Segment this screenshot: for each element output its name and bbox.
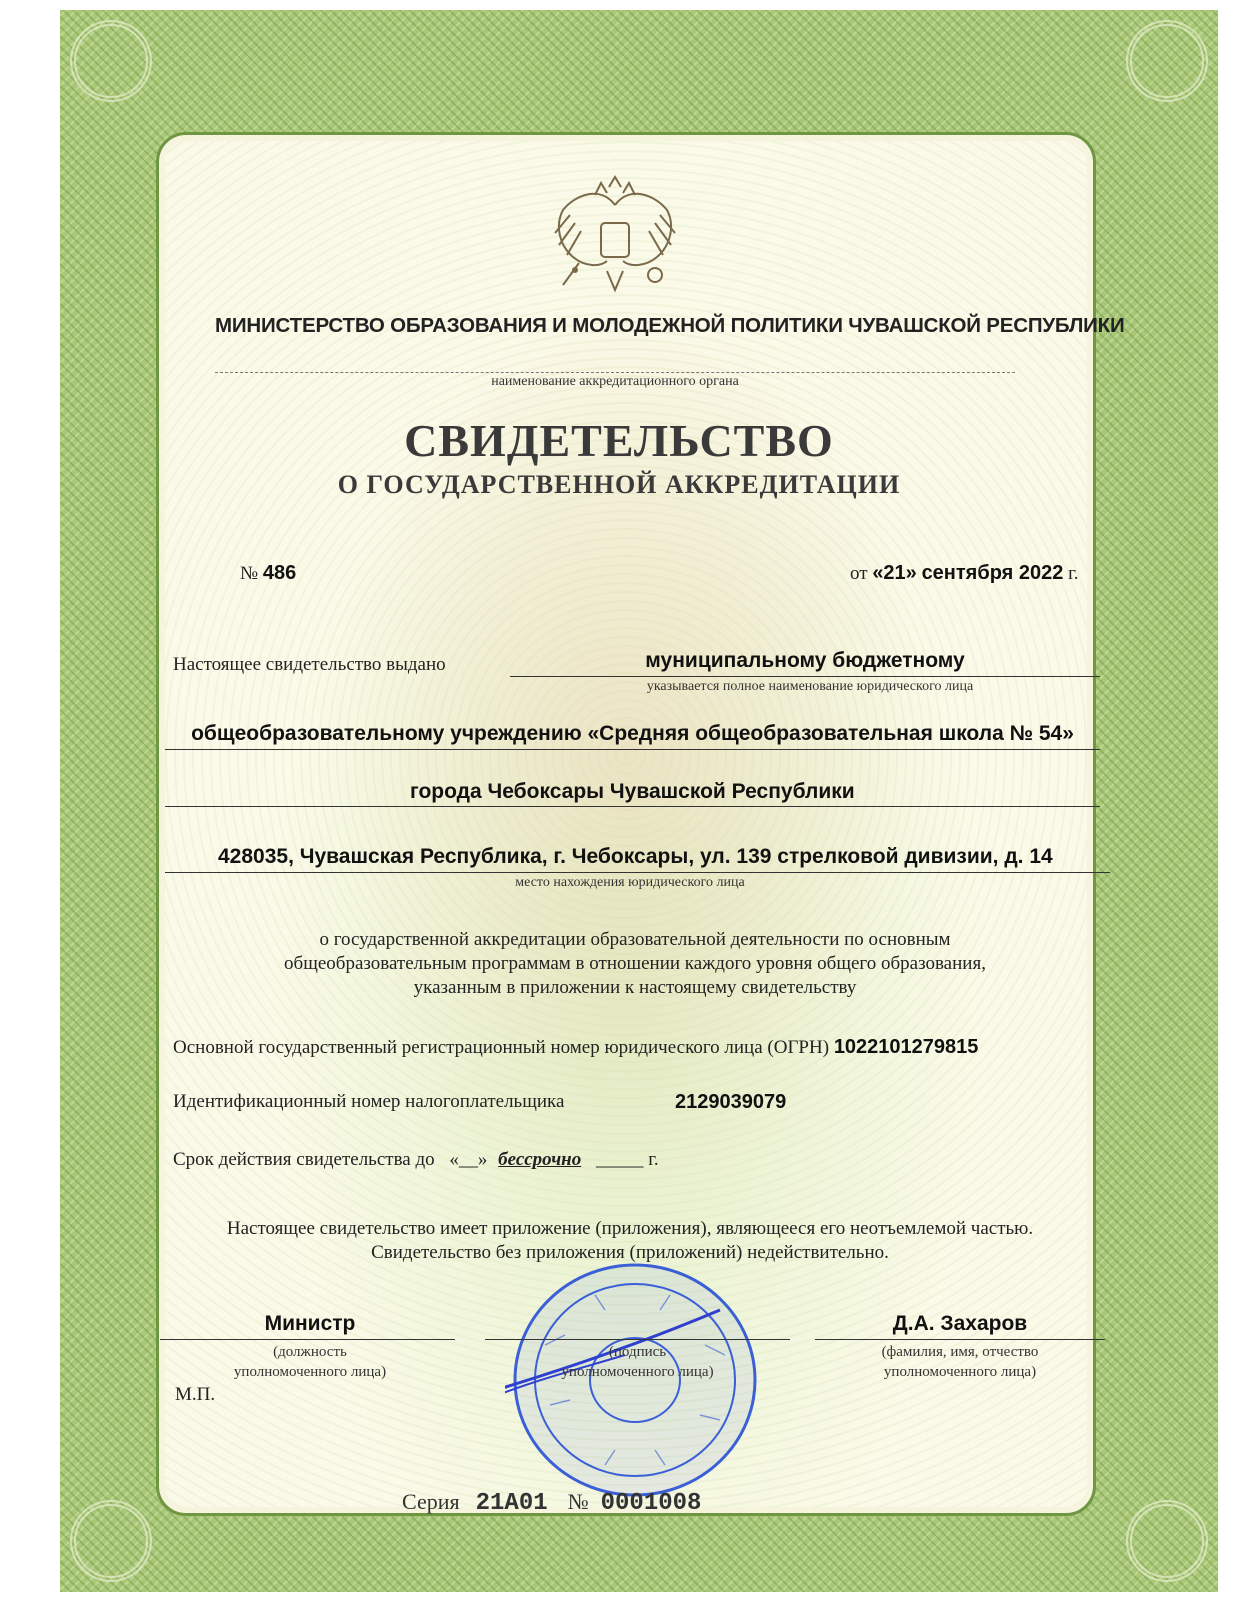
caption-line: уполномоченного лица)	[561, 1364, 714, 1380]
underline	[165, 872, 1110, 873]
number-value: 486	[262, 562, 297, 584]
ornament-corner	[70, 20, 152, 102]
ornament-corner	[70, 1500, 152, 1582]
appendix-line: Свидетельство без приложения (приложений) недействительно.	[371, 1242, 889, 1263]
stamp-place-label: М.П.	[175, 1384, 216, 1405]
validity-suffix: г.	[648, 1149, 659, 1170]
underline	[510, 676, 1100, 677]
inn-value: 2129039079	[675, 1091, 787, 1113]
number-label: №	[240, 563, 259, 584]
signer-position: Министр	[264, 1312, 356, 1335]
accreditation-line: о государственной аккредитации образовательной деятельности по основным	[319, 929, 951, 950]
date-suffix: г.	[1068, 563, 1079, 584]
series-label: Серия	[402, 1489, 460, 1514]
underline	[165, 806, 1100, 807]
caption-line: уполномоченного лица)	[233, 1364, 387, 1380]
accreditation-line: указанным в приложении к настоящему свидетельству	[413, 977, 857, 998]
org-address: 428035, Чувашская Республика, г. Чебоксары, ул. 139 стрелковой дивизии, д. 14	[218, 845, 1053, 868]
date-day: «21»	[872, 562, 917, 584]
accreditation-text	[170, 928, 1100, 1000]
underline	[165, 749, 1100, 750]
series-row	[402, 1489, 701, 1517]
ogrn-value: 1022101279815	[833, 1036, 979, 1058]
certificate-date	[850, 562, 1079, 585]
ogrn-label: Основной государственный регистрационный номер юридического лица (ОГРН)	[173, 1037, 830, 1058]
coat-of-arms-icon	[545, 175, 685, 300]
series-number: 0001008	[600, 1490, 702, 1517]
validity-value: бессрочно	[498, 1149, 582, 1170]
underline	[160, 1339, 455, 1340]
document-title: СВИДЕТЕЛЬСТВО	[404, 415, 834, 466]
ornament-corner	[1126, 20, 1208, 102]
signature-line	[485, 1339, 790, 1340]
caption-line: (должность	[273, 1344, 347, 1360]
org-name-caption: указывается полное наименование юридического лица	[646, 679, 974, 694]
validity-row	[173, 1149, 659, 1171]
date-prefix: от	[850, 563, 868, 584]
ministry-name: МИНИСТЕРСТВО ОБРАЗОВАНИЯ И МОЛОДЕЖНОЙ ПОЛИТИКИ ЧУВАШСКОЙ РЕСПУБЛИКИ	[215, 314, 1125, 337]
caption-line: (подпись	[608, 1344, 667, 1360]
validity-day: «__»	[449, 1149, 488, 1170]
series-number-label: №	[567, 1489, 589, 1514]
ogrn-row	[173, 1036, 978, 1059]
underline	[815, 1339, 1105, 1340]
date-month-year: сентября 2022	[921, 562, 1064, 584]
accreditation-line: общеобразовательным программам в отношении каждого уровня общего образования,	[284, 953, 986, 974]
document-subtitle: О ГОСУДАРСТВЕННОЙ АККРЕДИТАЦИИ	[337, 470, 901, 499]
certificate-number	[240, 562, 296, 585]
signature-caption	[485, 1342, 790, 1382]
caption-line: (фамилия, имя, отчество	[881, 1344, 1039, 1360]
inn-label: Идентификационный номер налогоплательщика	[173, 1091, 565, 1112]
address-caption: место нахождения юридического лица	[515, 875, 745, 890]
validity-blank: _____	[595, 1149, 644, 1170]
series-value: 21А01	[475, 1490, 548, 1517]
org-name-line2: общеобразовательному учреждению «Средняя общеобразовательная школа № 54»	[191, 722, 1074, 745]
org-name-line1: муниципальному бюджетному	[645, 649, 965, 672]
divider	[215, 372, 1015, 373]
validity-label: Срок действия свидетельства до	[173, 1149, 435, 1170]
issued-to-label: Настоящее свидетельство выдано	[173, 654, 446, 675]
ministry-caption: наименование аккредитационного органа	[491, 374, 739, 389]
position-caption	[160, 1342, 460, 1382]
org-name-line3: города Чебоксары Чувашской Республики	[410, 780, 855, 803]
ornament-corner	[1126, 1500, 1208, 1582]
caption-line: уполномоченного лица)	[883, 1364, 1037, 1380]
appendix-line: Настоящее свидетельство имеет приложение (приложения), являющееся его неотъемлемой частью.	[226, 1218, 1034, 1239]
name-caption	[815, 1342, 1105, 1382]
signer-name: Д.А. Захаров	[892, 1312, 1028, 1335]
